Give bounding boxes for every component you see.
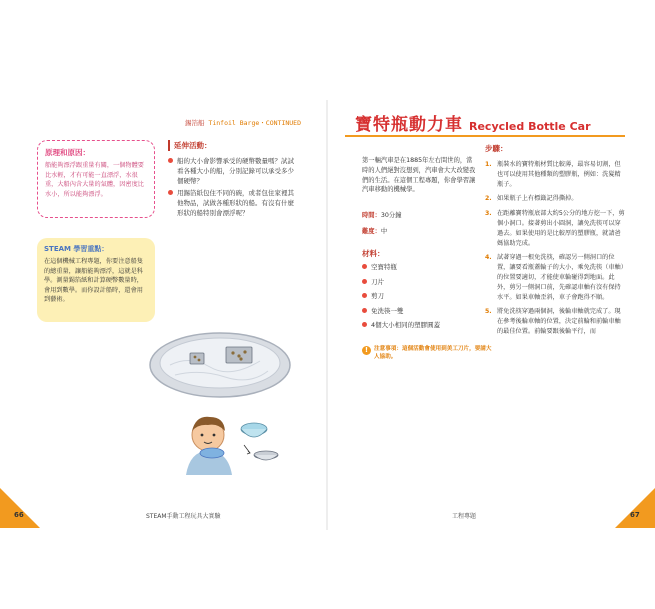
step-text: 如果瓶子上有標籤記得撕掉。 [497,195,578,203]
material-text: 4個大小相同的塑膠圓蓋 [371,321,441,329]
principle-box [37,140,155,218]
time-label: 時間： [362,212,381,219]
principle-body: 船能夠漂浮跟重量有關，一個物體要比水輕，才有可能一直漂浮，水很重，大船內含大量的氣體，因密度比水小，所以能夠漂浮。 [45,162,144,198]
running-head-en: Tinfoil Barge・CONTINUED [204,119,302,127]
steps-list [485,160,625,342]
step-number: 5. [485,308,492,316]
steam-body: 在這個機械工程專題，你要注意船隻的總重量，讓船能夠漂浮，這就是科學。測量錫箔紙和計算硬幣數量時，會用到數學。而你設計船時，還會用到藝術。 [44,258,143,304]
material-text: 空寶特瓶 [371,263,397,271]
footer-left: STEAM手動工程玩具大實驗 [146,513,221,520]
page-number-right: 67 [630,511,640,519]
extension-item [168,188,298,218]
time-row [362,210,402,219]
running-head [185,118,301,127]
bullet-icon [362,279,367,284]
material-text: 免洗筷一雙 [371,306,404,315]
bullet-icon [168,158,173,163]
footer-right: 工程專題 [452,513,477,520]
step-number: 3. [485,210,492,218]
materials-list [362,262,440,335]
extension-text: 用錫箔紙包住不同的碗，或者包住家裡其他物品，試做各種形狀的船。有沒有什麼形狀的船特別會漂浮呢？ [177,189,294,217]
step-number: 1. [485,161,492,168]
warning-text: 注意事項：這個活動會使用到美工刀片，要請大人協助。 [374,346,492,361]
difficulty-value: 中 [380,228,388,235]
bullet-icon [362,293,367,298]
material-text: 刀片 [371,277,384,286]
title-underline [345,135,625,137]
material-item [362,277,440,292]
orange-corner-right [615,488,655,528]
warning-icon: ! [362,346,371,355]
extension-item [168,156,298,186]
page-gutter [326,100,328,530]
running-head-zh: 錫箔船 [185,119,205,127]
page-title [355,110,591,135]
step-number: 4. [485,254,492,262]
step-text: 瓶裝水的寶特瓶材質比較薄，最容易切割，但也可以使用其他種類的塑膠瓶，例如：洗髮精瓶子。 [497,161,621,188]
step-text: 試著穿過一根免洗筷，確認另一側洞口的位置，讓要看瓶蓋輪子的大小，乘免洗筷（車軸）的位置要適切，才能使車輪碰得到地面。此外，剪另一側洞口前，先確認車軸有沒有保持水平。如果車軸歪斜，車子會跑得不順。 [497,254,624,301]
extension-title: 延伸活動： [168,140,298,151]
bullet-icon [168,190,173,195]
page-title-zh: 寶特瓶動力車 [355,115,463,135]
materials-title: 材料： [362,249,385,258]
material-text: 剪刀 [371,292,384,300]
extension-text: 船的大小會影響承受的硬幣數量嗎？試試看各種大小的船，分別記錄可以承受多少個硬幣？ [177,157,294,185]
bullet-icon [362,322,367,327]
material-item [362,262,440,277]
page-title-en: Recycled Bottle Car [469,120,591,133]
steam-title: STEAM 學習重點： [44,245,109,253]
step-item [485,253,625,302]
material-item [362,291,440,306]
difficulty-label: 難度： [362,228,381,235]
boat-experiment-illustration [140,325,300,475]
step-text: 將免洗筷穿過兩個洞，後輪車軸就完成了。現在參考後輪車軸的位置，決定前輪和前輪車軸的最佳位置。前輪要跟後輪平行，而 [497,308,621,335]
step-item [485,194,625,204]
steps-title: 步驟： [485,144,508,153]
material-item [362,306,440,321]
step-item [485,307,625,336]
intro-text: 第一輛汽車是在1885年左右問世的，當時的人們絕對沒想到，汽車會大大改變我們的生活。在這個工程專題，你會學習讓汽車移動的機械學。 [362,157,476,194]
page-number-left: 66 [14,511,24,519]
orange-corner-left [0,488,40,528]
step-text: 在距離寶特瓶底部大約5公分的地方挖一下，剪個小洞口。接著剪出小圓洞，讓免洗筷可以穿過去。如果使用的是比較厚的塑膠瓶，就請爸媽協助完成。 [497,210,625,247]
warning-note [362,345,494,362]
bullet-icon [362,264,367,269]
difficulty-row [362,226,387,235]
steam-box [37,238,155,322]
step-number: 2. [485,195,492,203]
step-item [485,209,625,248]
step-item [485,160,625,189]
material-item [362,320,440,335]
principle-title: 原理和原因： [45,148,90,157]
extension-list [168,156,298,218]
extension-activities [168,140,298,220]
bullet-icon [362,308,367,313]
time-value: 30分鐘 [380,212,402,219]
